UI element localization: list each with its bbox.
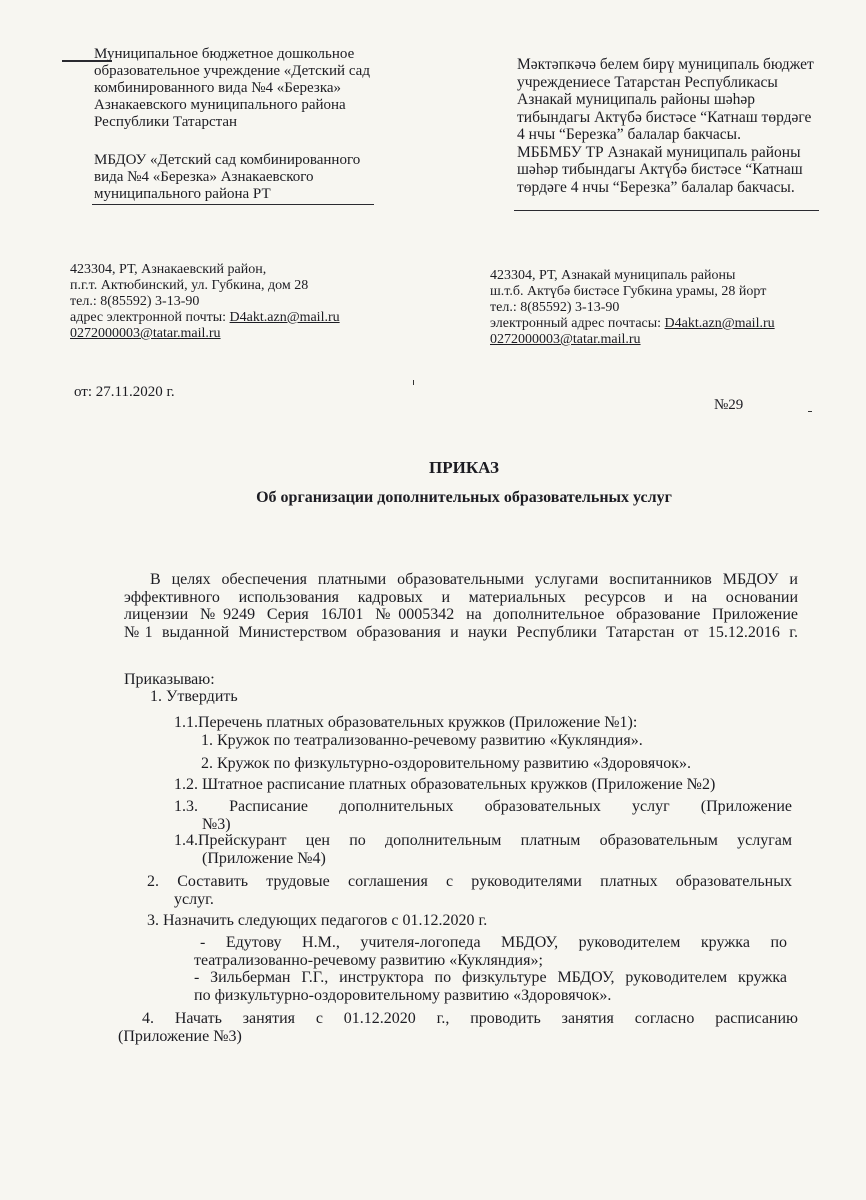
header-left-institution: [94, 46, 370, 131]
address-left-line: тел.: 8(85592) 3-13-90: [70, 294, 200, 309]
intro-line: лицензии №9249 Серия 16Л01 №0005342 на дополнительное образование Приложение: [124, 606, 798, 623]
item-1-1-2: 2. Кружок по физкультурно-оздоровительному развитию «Здоровячок».: [201, 755, 692, 772]
header-left-line: Азнакаевского муниципального района: [94, 97, 346, 113]
header-left-line: комбинированного вида №4 «Березка»: [94, 80, 342, 96]
header-right-line: учреждениесе Татарстан Республикасы: [517, 73, 778, 91]
header-right-line: тибындагы Актүбә бистәсе “Катнаш төрдәге: [517, 108, 812, 126]
address-right-email-link-2[interactable]: 0272000003@tatar.mail.ru: [490, 332, 641, 347]
header-right-institution: [517, 56, 847, 196]
item-1-2: 1.2. Штатное расписание платных образовательных кружков (Приложение №2): [174, 776, 716, 793]
header-right-line: Азнакай муниципаль районы шәһәр: [517, 91, 756, 108]
item-1-3: [174, 798, 792, 833]
address-left-email-label: адрес электронной почты:: [70, 310, 230, 325]
item-2: [147, 873, 792, 908]
item-1: 1. Утвердить: [150, 688, 238, 705]
header-left-short-line: МБДОУ «Детский сад комбинированного: [94, 152, 361, 168]
item-3-1: [194, 934, 787, 969]
item-2-line: услуг.: [174, 890, 214, 908]
header-left-line: Республики Татарстан: [94, 114, 238, 130]
item-1-3-line: 1.3. Расписание дополнительных образовательных услуг (Приложение: [174, 798, 792, 815]
address-left-email-link-2[interactable]: 0272000003@tatar.mail.ru: [70, 326, 221, 341]
address-left: [70, 262, 340, 342]
stray-mark: [413, 380, 414, 385]
item-3-1-line: - Едутову Н.М., учителя-логопеда МБДОУ, руководителем кружка по: [200, 934, 787, 951]
item-4-line: (Приложение №3): [118, 1027, 242, 1045]
orders-label: Приказываю:: [124, 671, 215, 688]
header-right-bottom-rule: [514, 210, 819, 211]
item-4: [118, 1010, 798, 1045]
item-1-1: 1.1.Перечень платных образовательных кружков (Приложение №1):: [174, 714, 638, 731]
intro-line: эффективного использования кадровых и материальных ресурсов и на основании: [124, 588, 798, 606]
header-right-line: Мәктәпкәчә белем бирү муниципаль бюджет: [517, 56, 814, 73]
header-left-short-line: муниципального района РТ: [94, 186, 271, 202]
item-3-1-line: театрализованно-речевому развитию «Кукляндия»;: [194, 951, 543, 969]
item-2-line: 2. Составить трудовые соглашения с руководителями платных образовательных: [147, 873, 792, 890]
item-3-2-line: - Зильберман Г.Г., инструктора по физкультуре МБДОУ, руководителем кружка: [194, 969, 787, 986]
intro-paragraph: [124, 571, 798, 641]
item-1-4: [174, 832, 792, 867]
header-left-line: Муниципальное бюджетное дошкольное: [94, 46, 355, 62]
header-right-line: МББМБУ ТР Азнакай муниципаль районы: [517, 143, 801, 161]
item-1-1-1: 1. Кружок по театрализованно-речевому развитию «Кукляндия».: [201, 732, 643, 749]
item-3: 3. Назначить следующих педагогов с 01.12.2020 г.: [147, 912, 488, 929]
header-left-short-line: вида №4 «Березка» Азнакаевского: [94, 169, 314, 185]
address-right: [490, 268, 775, 348]
item-3-2-line: по физкультурно-оздоровительному развитию «Здоровячок».: [194, 986, 612, 1004]
header-left-bottom-rule: [92, 204, 374, 205]
stray-mark: [808, 411, 812, 412]
order-subtitle: Об организации дополнительных образовательных услуг: [256, 489, 672, 506]
address-left-email-row: [70, 310, 340, 326]
intro-line: В целях обеспечения платными образовательными услугами воспитанников МБДОУ и: [150, 571, 798, 588]
order-title: ПРИКАЗ: [429, 458, 499, 477]
address-right-email-row: [490, 316, 775, 332]
header-right-line: 4 нчы “Березка” балалар бакчасы.: [517, 126, 741, 143]
address-left-email-link[interactable]: D4akt.azn@mail.ru: [229, 310, 340, 325]
item-1-3-line: №3): [202, 815, 231, 833]
header-left-line: образовательное учреждение «Детский сад: [94, 63, 370, 79]
order-number: №29: [714, 397, 744, 413]
address-right-line: 423304, РТ, Азнакай муниципаль районы: [490, 268, 736, 283]
order-date: от: 27.11.2020 г.: [74, 384, 175, 400]
item-3-2: [194, 969, 787, 1004]
address-right-line: ш.т.б. Актүбә бистәсе Губкина урамы, 28 йорт: [490, 284, 767, 299]
address-right-email-link[interactable]: D4akt.azn@mail.ru: [664, 316, 775, 331]
header-right-line: төрдәге 4 нчы “Березка” балалар бакчасы.: [517, 178, 795, 196]
intro-line: №1 выданной Министерством образования и науки Республики Татарстан от 15.12.2016 г.: [124, 623, 798, 641]
header-right-line: шәһәр тибындагы Актүбә бистәсе “Катнаш: [517, 161, 803, 178]
address-left-line: 423304, РТ, Азнакаевский район,: [70, 262, 267, 277]
address-left-line: п.г.т. Актюбинский, ул. Губкина, дом 28: [70, 278, 309, 293]
address-right-email-label: электронный адрес почтасы:: [490, 316, 665, 331]
item-1-4-line: 1.4.Прейскурант цен по дополнительным платным образовательным услугам: [174, 832, 792, 849]
item-1-4-line: (Приложение №4): [202, 849, 326, 867]
header-left-short-name: [94, 152, 360, 203]
item-4-line: 4. Начать занятия с 01.12.2020 г., проводить занятия согласно расписанию: [142, 1010, 798, 1027]
address-right-line: тел.: 8(85592) 3-13-90: [490, 300, 620, 315]
